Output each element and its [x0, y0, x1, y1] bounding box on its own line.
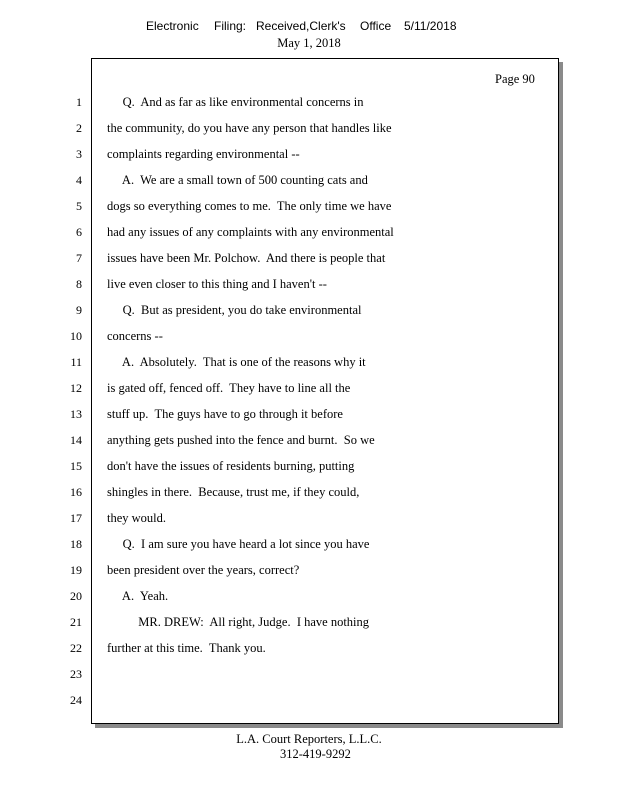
line-number: 8 — [76, 277, 82, 291]
line-number: 12 — [70, 381, 82, 395]
line-number: 11 — [70, 355, 82, 369]
line-number: 23 — [70, 667, 82, 681]
line-number: 6 — [76, 225, 82, 239]
transcript-line: further at this time. Thank you. — [107, 641, 266, 655]
line-number: 14 — [70, 433, 82, 447]
line-number: 15 — [70, 459, 82, 473]
reporter-company: L.A. Court Reporters, L.L.C. — [236, 732, 382, 746]
transcript-line: A. We are a small town of 500 counting cats and — [107, 173, 368, 187]
transcript-line: been president over the years, correct? — [107, 563, 300, 577]
page-number: Page 90 — [495, 72, 535, 86]
line-number: 20 — [70, 589, 82, 603]
transcript-line: anything gets pushed into the fence and burnt. So we — [107, 433, 375, 447]
transcript-line: they would. — [107, 511, 167, 525]
transcript-line: the community, do you have any person that handles like — [107, 121, 392, 135]
transcript-line: shingles in there. Because, trust me, if they could, — [107, 485, 360, 499]
transcript-line: A. Yeah. — [107, 589, 169, 603]
transcript-line: dogs so everything comes to me. The only time we have — [107, 199, 392, 213]
reporter-phone: 312-419-9292 — [280, 747, 351, 761]
line-number: 2 — [76, 121, 82, 135]
line-number: 16 — [70, 485, 82, 499]
line-number: 17 — [70, 511, 82, 525]
line-number: 19 — [70, 563, 82, 577]
transcript-lines — [107, 95, 547, 719]
stamp-word: Filing: — [214, 19, 247, 33]
transcript-line: MR. DREW: All right, Judge. I have nothing — [107, 615, 370, 629]
transcript-line: issues have been Mr. Polchow. And there is people that — [107, 251, 386, 265]
line-number: 3 — [76, 147, 82, 161]
line-numbers — [60, 95, 82, 719]
line-number: 10 — [70, 329, 82, 343]
filed-date: May 1, 2018 — [277, 36, 341, 50]
line-number: 21 — [70, 615, 82, 629]
transcript-line: Q. But as president, you do take environmental — [107, 303, 362, 317]
line-number: 22 — [70, 641, 82, 655]
transcript-line: live even closer to this thing and I haven't -- — [107, 277, 327, 291]
line-number: 1 — [76, 95, 82, 109]
transcript-line: had any issues of any complaints with any environmental — [107, 225, 394, 239]
line-number: 5 — [76, 199, 82, 213]
line-number: 18 — [70, 537, 82, 551]
line-number: 9 — [76, 303, 82, 317]
transcript-line: A. Absolutely. That is one of the reasons why it — [107, 355, 366, 369]
line-number: 13 — [70, 407, 82, 421]
transcript-line: Q. And as far as like environmental concerns in — [107, 95, 364, 109]
transcript-line — [107, 693, 547, 719]
stamp-word: Electronic — [146, 19, 199, 33]
transcript-line: concerns -- — [107, 329, 163, 343]
transcript-line: Q. I am sure you have heard a lot since you have — [107, 537, 370, 551]
transcript-line: is gated off, fenced off. They have to line all the — [107, 381, 351, 395]
line-number: 4 — [76, 173, 82, 187]
transcript-line — [107, 667, 547, 693]
transcript-line: stuff up. The guys have to go through it before — [107, 407, 343, 421]
stamp-word: 5/11/2018 — [404, 19, 457, 33]
line-number: 24 — [70, 693, 82, 707]
transcript-line: don't have the issues of residents burning, putting — [107, 459, 355, 473]
stamp-word: Office — [360, 19, 392, 33]
stamp-word: Received,Clerk's — [256, 19, 346, 33]
transcript-line: complaints regarding environmental -- — [107, 147, 300, 161]
line-number: 7 — [76, 251, 82, 265]
